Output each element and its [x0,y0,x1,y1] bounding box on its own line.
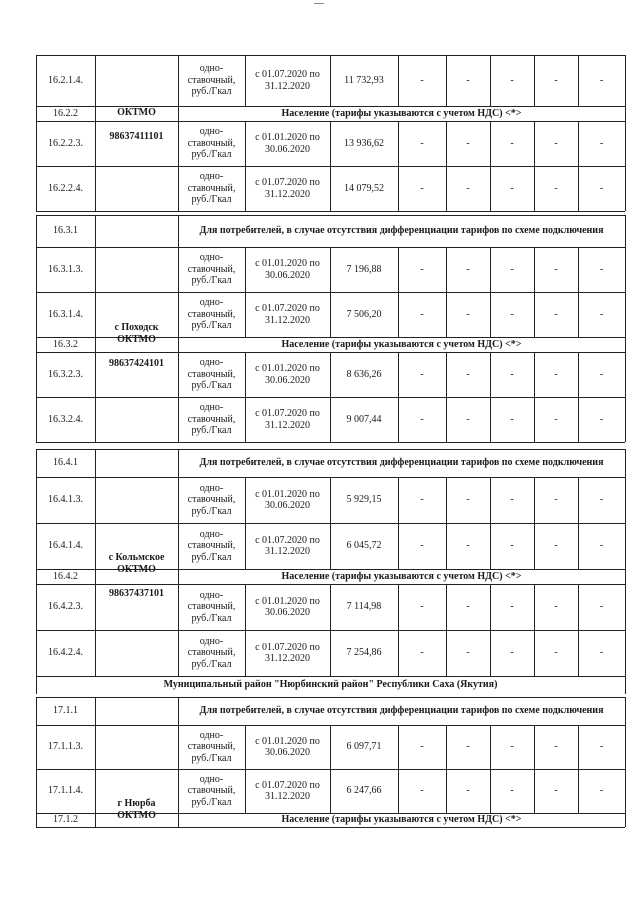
cell-divider [398,630,399,676]
cell-divider [178,292,179,337]
cell-divider [398,725,399,769]
row-code: 16.2.2 [53,107,78,119]
cell-divider [578,523,579,569]
empty-cell-dash: - [420,785,424,797]
row-code: 16.2.1.4. [48,74,83,86]
cell-divider [245,725,246,769]
cell-divider [178,584,179,630]
cell-divider [578,397,579,442]
empty-cell-dash: - [466,647,470,659]
cell-divider [446,477,447,523]
empty-cell-dash: - [466,137,470,149]
empty-cell-dash: - [466,741,470,753]
cell-divider [534,523,535,569]
tariff-period: с 01.07.2020 по 31.12.2020 [255,303,320,326]
empty-cell-dash: - [420,601,424,613]
cell-divider [330,584,331,630]
cell-divider [398,584,399,630]
tariff-unit: одно-ставочный, руб./Гкал [187,528,236,563]
empty-cell-dash: - [599,741,604,753]
cell-divider [578,630,579,676]
tariff-value: 5 929,15 [346,494,382,506]
cell-divider [578,55,579,106]
empty-cell-dash: - [510,785,514,797]
tariff-value: 9 007,44 [346,413,382,425]
scan-mark [314,3,324,4]
cell-divider [178,769,179,813]
cell-divider [446,630,447,676]
cell-divider [578,352,579,397]
empty-cell-dash: - [466,540,470,552]
cell-divider [330,247,331,292]
group-bottom-border [36,211,625,212]
cell-divider [245,477,246,523]
cell-divider [95,477,96,523]
tariff-value: 7 114,98 [346,601,382,613]
section-heading: Для потребителей, в случае отсутствия дифференциации тарифов по схеме подключения [199,457,604,468]
cell-divider [578,121,579,166]
cell-divider [490,247,491,292]
row-code: 16.4.1.4. [48,540,83,552]
empty-cell-dash: - [599,785,604,797]
tariff-unit: одно-ставочный, руб./Гкал [187,297,236,332]
locality-line: с Кольмское [108,552,165,563]
cell-divider [446,292,447,337]
cell-divider [446,247,447,292]
cell-divider [95,397,96,442]
cell-divider [446,769,447,813]
cell-divider [178,166,179,211]
cell-divider [398,477,399,523]
empty-cell-dash: - [466,263,470,275]
cell-divider [330,397,331,442]
empty-cell-dash: - [420,741,424,753]
row-code: 16.4.1 [53,457,78,469]
cell-divider [330,166,331,211]
cell-divider [95,247,96,292]
table-right-border [625,55,626,211]
tariff-period: с 01.07.2020 по 31.12.2020 [255,177,320,200]
cell-divider [95,697,96,725]
cell-divider [245,121,246,166]
empty-cell-dash: - [554,647,558,659]
cell-divider [398,523,399,569]
empty-cell-dash: - [599,540,604,552]
row-code: 17.1.1.4. [48,785,83,797]
cell-divider [578,166,579,211]
empty-cell-dash: - [466,74,470,86]
cell-divider [95,55,96,106]
tariff-period: с 01.07.2020 по 31.12.2020 [255,779,320,802]
cell-divider [95,725,96,769]
empty-cell-dash: - [420,413,424,425]
locality-line: г Нюрба [117,798,156,809]
locality-label [95,105,178,144]
empty-cell-dash: - [466,182,470,194]
empty-cell-dash: - [420,647,424,659]
section-heading: Население (тарифы указываются с учетом НДС) <*> [281,814,522,825]
empty-cell-dash: - [420,540,424,552]
tariff-period: с 01.01.2020 по 30.06.2020 [255,363,320,386]
tariff-period: с 01.01.2020 по 30.06.2020 [255,132,320,155]
row-code: 16.3.2 [53,338,78,350]
cell-divider [245,166,246,211]
tariff-unit: одно-ставочный, руб./Гкал [187,171,236,206]
empty-cell-dash: - [554,368,558,380]
cell-divider [178,813,179,827]
section-heading: Для потребителей, в случае отсутствия дифференциации тарифов по схеме подключения [199,705,604,716]
empty-cell-dash: - [554,413,558,425]
cell-divider [534,584,535,630]
row-code: 17.1.1 [53,705,78,717]
cell-divider [490,584,491,630]
row-code: 16.3.1.3. [48,263,83,275]
empty-cell-dash: - [510,263,514,275]
tariff-unit: одно-ставочный, руб./Гкал [187,402,236,437]
empty-cell-dash: - [554,74,558,86]
cell-divider [330,725,331,769]
table-right-border [625,676,626,694]
empty-cell-dash: - [510,413,514,425]
empty-cell-dash: - [554,308,558,320]
table-left-border [36,215,37,442]
tariff-period: с 01.07.2020 по 31.12.2020 [255,641,320,664]
tariff-value: 6 045,72 [346,540,382,552]
row-code: 16.3.1.4. [48,308,83,320]
tariff-value: 13 936,62 [344,137,384,149]
tariff-period: с 01.07.2020 по 31.12.2020 [255,534,320,557]
empty-cell-dash: - [599,74,604,86]
cell-divider [578,292,579,337]
group-bottom-border [36,827,625,828]
cell-divider [178,215,179,247]
cell-divider [95,630,96,676]
tariff-period: с 01.07.2020 по 31.12.2020 [255,69,320,92]
cell-divider [178,55,179,106]
locality-line: с Походск [114,322,159,333]
locality-label [95,320,178,372]
cell-divider [490,725,491,769]
cell-divider [446,352,447,397]
section-heading: Для потребителей, в случае отсутствия дифференциации тарифов по схеме подключения [199,225,604,236]
empty-cell-dash: - [599,182,604,194]
cell-divider [178,725,179,769]
empty-cell-dash: - [510,601,514,613]
cell-divider [245,55,246,106]
empty-cell-dash: - [466,308,470,320]
cell-divider [330,630,331,676]
cell-divider [95,215,96,247]
cell-divider [534,477,535,523]
empty-cell-dash: - [510,368,514,380]
cell-divider [178,397,179,442]
locality-line: 98637411101 [109,130,164,142]
cell-divider [446,584,447,630]
cell-divider [534,55,535,106]
row-code: 16.2.2.3. [48,137,83,149]
cell-divider [330,352,331,397]
cell-divider [446,121,447,166]
cell-divider [534,292,535,337]
cell-divider [178,697,179,725]
cell-divider [534,121,535,166]
cell-divider [578,769,579,813]
tariff-value: 6 097,71 [346,741,382,753]
cell-divider [446,523,447,569]
cell-divider [446,55,447,106]
row-code: 17.1.1.3. [48,741,83,753]
empty-cell-dash: - [420,308,424,320]
cell-divider [245,397,246,442]
empty-cell-dash: - [599,413,604,425]
cell-divider [534,247,535,292]
row-code: 16.3.2.3. [48,368,83,380]
locality-line: ОКТМО [117,106,156,118]
cell-divider [490,477,491,523]
empty-cell-dash: - [554,601,558,613]
row-code: 16.3.2.4. [48,413,83,425]
cell-divider [490,352,491,397]
locality-line: ОКТМО [117,810,156,821]
cell-divider [398,247,399,292]
tariff-unit: одно-ставочный, руб./Гкал [187,773,236,808]
empty-cell-dash: - [510,741,514,753]
cell-divider [330,292,331,337]
cell-divider [398,352,399,397]
tariff-value: 7 254,86 [346,647,382,659]
tariff-period: с 01.01.2020 по 30.06.2020 [255,735,320,758]
row-code: 16.3.1 [53,225,78,237]
empty-cell-dash: - [599,647,604,659]
cell-divider [330,523,331,569]
tariff-value: 11 732,93 [344,74,384,86]
cell-divider [398,55,399,106]
empty-cell-dash: - [599,368,604,380]
cell-divider [245,292,246,337]
cell-divider [490,397,491,442]
section-heading: Население (тарифы указываются с учетом НДС) <*> [281,570,522,582]
locality-label [95,550,178,602]
tariff-period: с 01.01.2020 по 30.06.2020 [255,488,320,511]
locality-line: ОКТМО [117,334,156,345]
empty-cell-dash: - [466,413,470,425]
empty-cell-dash: - [554,785,558,797]
cell-divider [490,166,491,211]
empty-cell-dash: - [599,263,604,275]
empty-cell-dash: - [510,308,514,320]
empty-cell-dash: - [510,182,514,194]
cell-divider [446,397,447,442]
cell-divider [178,477,179,523]
cell-divider [330,477,331,523]
cell-divider [578,477,579,523]
table-left-border [36,449,37,676]
cell-divider [178,523,179,569]
table-right-border [625,449,626,676]
municipal-district-heading: Муниципальный район "Нюрбинский район" Республики Саха (Якутия) [163,679,498,691]
cell-divider [490,769,491,813]
row-code: 16.4.1.3. [48,494,83,506]
empty-cell-dash: - [466,785,470,797]
empty-cell-dash: - [466,601,470,613]
cell-divider [490,292,491,337]
empty-cell-dash: - [420,182,424,194]
cell-divider [398,121,399,166]
cell-divider [178,337,179,352]
cell-divider [490,121,491,166]
cell-divider [534,352,535,397]
cell-divider [95,166,96,211]
locality-line: 98637437101 [109,588,164,599]
cell-divider [578,247,579,292]
empty-cell-dash: - [510,540,514,552]
cell-divider [178,569,179,584]
empty-cell-dash: - [599,601,604,613]
empty-cell-dash: - [420,263,424,275]
cell-divider [178,106,179,121]
locality-line: 98637424101 [109,358,164,369]
section-heading: Население (тарифы указываются с учетом НДС) <*> [281,338,522,350]
cell-divider [398,166,399,211]
cell-divider [490,55,491,106]
tariff-unit: одно-ставочный, руб./Гкал [187,482,236,517]
empty-cell-dash: - [599,308,604,320]
cell-divider [245,630,246,676]
tariff-unit: одно-ставочный, руб./Гкал [187,729,236,764]
empty-cell-dash: - [554,494,558,506]
tariff-unit: одно-ставочный, руб./Гкал [187,252,236,287]
empty-cell-dash: - [510,494,514,506]
cell-divider [398,397,399,442]
cell-divider [245,247,246,292]
empty-cell-dash: - [599,494,604,506]
row-code: 16.4.2 [53,570,78,582]
row-code: 16.4.2.3. [48,601,83,613]
empty-cell-dash: - [510,647,514,659]
cell-divider [534,769,535,813]
cell-divider [178,247,179,292]
cell-divider [446,166,447,211]
tariff-value: 8 636,26 [346,368,382,380]
tariff-period: с 01.01.2020 по 30.06.2020 [255,595,320,618]
cell-divider [578,584,579,630]
empty-cell-dash: - [554,263,558,275]
row-code: 16.4.2.4. [48,647,83,659]
table-left-border [36,697,37,827]
tariff-period: с 01.07.2020 по 31.12.2020 [255,408,320,431]
cell-divider [578,725,579,769]
cell-divider [245,352,246,397]
cell-divider [490,630,491,676]
tariff-unit: одно-ставочный, руб./Гкал [187,635,236,670]
locality-line: ОКТМО [117,564,156,575]
cell-divider [178,449,179,477]
cell-divider [398,769,399,813]
empty-cell-dash: - [510,74,514,86]
cell-divider [178,352,179,397]
cell-divider [534,630,535,676]
cell-divider [490,523,491,569]
empty-cell-dash: - [420,494,424,506]
empty-cell-dash: - [554,741,558,753]
cell-divider [330,121,331,166]
row-code: 16.2.2.4. [48,182,83,194]
tariff-unit: одно-ставочный, руб./Гкал [187,126,236,161]
cell-divider [95,449,96,477]
section-heading: Население (тарифы указываются с учетом НДС) <*> [281,107,522,119]
empty-cell-dash: - [510,137,514,149]
cell-divider [178,630,179,676]
cell-divider [245,584,246,630]
empty-cell-dash: - [554,137,558,149]
cell-divider [245,769,246,813]
tariff-unit: одно-ставочный, руб./Гкал [187,357,236,392]
empty-cell-dash: - [420,74,424,86]
cell-divider [534,166,535,211]
cell-divider [330,769,331,813]
empty-cell-dash: - [554,540,558,552]
empty-cell-dash: - [420,137,424,149]
empty-cell-dash: - [420,368,424,380]
locality-label [95,797,178,823]
tariff-value: 14 079,52 [344,182,384,194]
row-code: 17.1.2 [53,814,78,826]
empty-cell-dash: - [466,368,470,380]
cell-divider [534,397,535,442]
tariff-unit: одно-ставочный, руб./Гкал [187,63,236,98]
tariff-period: с 01.01.2020 по 30.06.2020 [255,258,320,281]
empty-cell-dash: - [466,494,470,506]
cell-divider [245,523,246,569]
empty-cell-dash: - [599,137,604,149]
cell-divider [446,725,447,769]
cell-divider [534,725,535,769]
tariff-value: 7 506,20 [346,308,382,320]
cell-divider [330,55,331,106]
cell-divider [398,292,399,337]
tariff-value: 7 196,88 [346,263,382,275]
tariff-unit: одно-ставочный, руб./Гкал [187,589,236,624]
tariff-value: 6 247,66 [346,785,382,797]
table-left-border [36,55,37,211]
table-right-border [625,215,626,442]
cell-divider [178,121,179,166]
table-right-border [625,697,626,827]
group-bottom-border [36,442,625,443]
empty-cell-dash: - [554,182,558,194]
